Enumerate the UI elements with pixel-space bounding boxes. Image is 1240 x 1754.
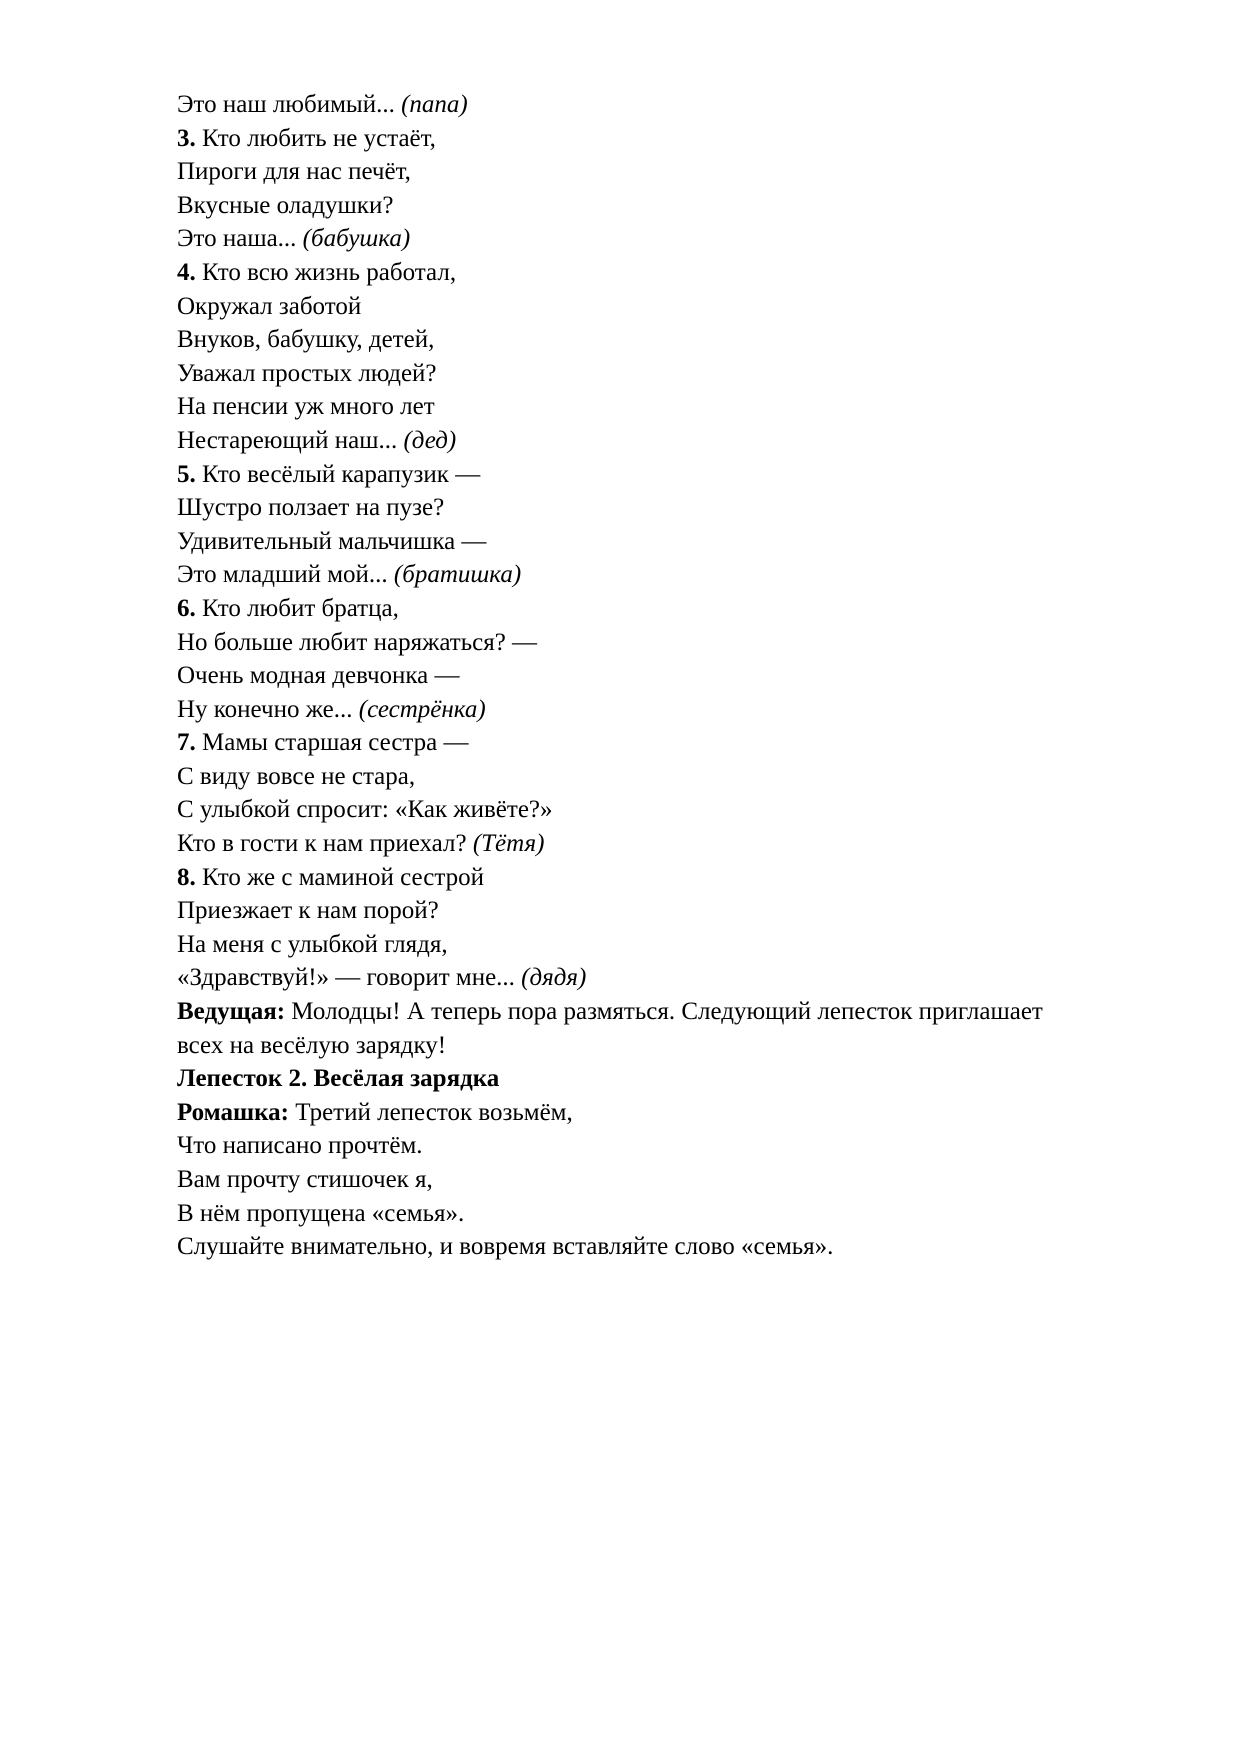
poem-line xyxy=(177,222,1077,256)
riddle-answer: (сестрёнка) xyxy=(358,695,486,723)
poem-line xyxy=(177,323,1077,357)
poem-line xyxy=(177,88,1077,122)
riddle-number-line xyxy=(177,726,1077,760)
speaker-name: Ромашка: xyxy=(177,1098,289,1126)
poem-line xyxy=(177,189,1077,223)
poem-line xyxy=(177,357,1077,391)
riddle-number: 7. xyxy=(177,729,196,757)
riddle-number: 6. xyxy=(177,594,196,622)
poem-line xyxy=(177,491,1077,525)
line-text: Это младший мой... xyxy=(177,561,394,589)
riddle-number-line xyxy=(177,122,1077,156)
romashka-speech xyxy=(177,1096,1077,1130)
riddle-answer: (папа) xyxy=(401,91,468,118)
poem-line xyxy=(177,626,1077,660)
riddle-number-line xyxy=(177,458,1077,492)
line-text: Уважал простых людей? xyxy=(177,359,437,387)
speech-text: Третий лепесток возьмём, xyxy=(289,1098,573,1126)
line-text: Кто же с маминой сестрой xyxy=(195,863,484,891)
section-heading: Лепесток 2. Весёлая зарядка xyxy=(177,1065,500,1093)
line-text: Мамы старшая сестра — xyxy=(195,729,469,757)
speaker-name: Ведущая: xyxy=(177,998,286,1026)
line-text: Кто в гости к нам приехал? xyxy=(177,830,473,858)
riddle-number: 8. xyxy=(177,863,196,891)
host-speech xyxy=(177,995,1077,1062)
line-text: Удивительный мальчишка — xyxy=(177,527,487,555)
line-text: Кто любить не устаёт, xyxy=(195,124,436,152)
poem-line xyxy=(177,659,1077,693)
poem-line xyxy=(177,793,1077,827)
document-body xyxy=(177,88,1077,1264)
riddle-answer: (бабушка) xyxy=(302,225,411,253)
poem-line xyxy=(177,390,1077,424)
poem-line: Вам прочту стишочек я, xyxy=(177,1166,433,1193)
line-text: Кто всю жизнь работал, xyxy=(195,258,457,286)
line-text: Вкусные оладушки? xyxy=(177,191,394,219)
line-text: Кто любит братца, xyxy=(195,594,399,622)
line-text: Окружал заботой xyxy=(177,292,362,320)
poem-line xyxy=(177,827,1077,861)
line-text: «Здравствуй!» — говорит мне... xyxy=(177,964,522,992)
poem-line xyxy=(177,760,1077,794)
poem-line xyxy=(177,894,1077,928)
riddle-number-line xyxy=(177,861,1077,895)
line-text: Внуков, бабушку, детей, xyxy=(177,326,435,354)
poem-line: В нём пропущена «семья». xyxy=(177,1199,465,1227)
poem-line xyxy=(177,424,1077,458)
poem-line xyxy=(177,693,1077,727)
poem-line xyxy=(177,155,1077,189)
riddle-number-line xyxy=(177,592,1077,626)
line-text: Ну конечно же... xyxy=(177,695,359,723)
poem-line xyxy=(177,558,1077,592)
instruction-line: Слушайте внимательно, и вовремя вставляйте слово «семья». xyxy=(177,1233,834,1261)
poem-line xyxy=(177,290,1077,324)
riddle-number: 3. xyxy=(177,124,196,152)
riddle-answer: (Тётя) xyxy=(472,830,545,858)
line-text: На пенсии уж много лет xyxy=(177,393,435,421)
line-text: Это наш любимый... xyxy=(177,91,402,118)
line-text: Шустро ползает на пузе? xyxy=(177,494,445,522)
poem-line: Что написано прочтём. xyxy=(177,1132,423,1160)
line-text: С виду вовсе не стара, xyxy=(177,762,416,790)
line-text: Кто весёлый карапузик — xyxy=(195,460,481,488)
line-text: Нестареющий наш... xyxy=(177,426,404,454)
line-text: Но больше любит наряжаться? — xyxy=(177,628,538,656)
poem-line xyxy=(177,928,1077,962)
line-text: Пироги для нас печёт, xyxy=(177,158,411,186)
riddle-answer: (братишка) xyxy=(393,561,522,589)
poem-line xyxy=(177,525,1077,559)
line-text: Это наша... xyxy=(177,225,303,253)
line-text: Приезжает к нам порой? xyxy=(177,897,439,925)
line-text: Очень модная девчонка — xyxy=(177,662,460,690)
poem-line xyxy=(177,961,1077,995)
speech-text: Молодцы! А теперь пора размяться. Следующий лепесток приглашает всех на весёлую зарядку! xyxy=(177,998,1043,1059)
riddle-number: 5. xyxy=(177,460,196,488)
line-text: На меня с улыбкой глядя, xyxy=(177,930,448,958)
riddle-number: 4. xyxy=(177,258,196,286)
riddle-number-line xyxy=(177,256,1077,290)
riddle-answer: (дед) xyxy=(403,426,457,454)
riddle-answer: (дядя) xyxy=(521,964,587,992)
line-text: С улыбкой спросит: «Как живёте?» xyxy=(177,796,553,824)
